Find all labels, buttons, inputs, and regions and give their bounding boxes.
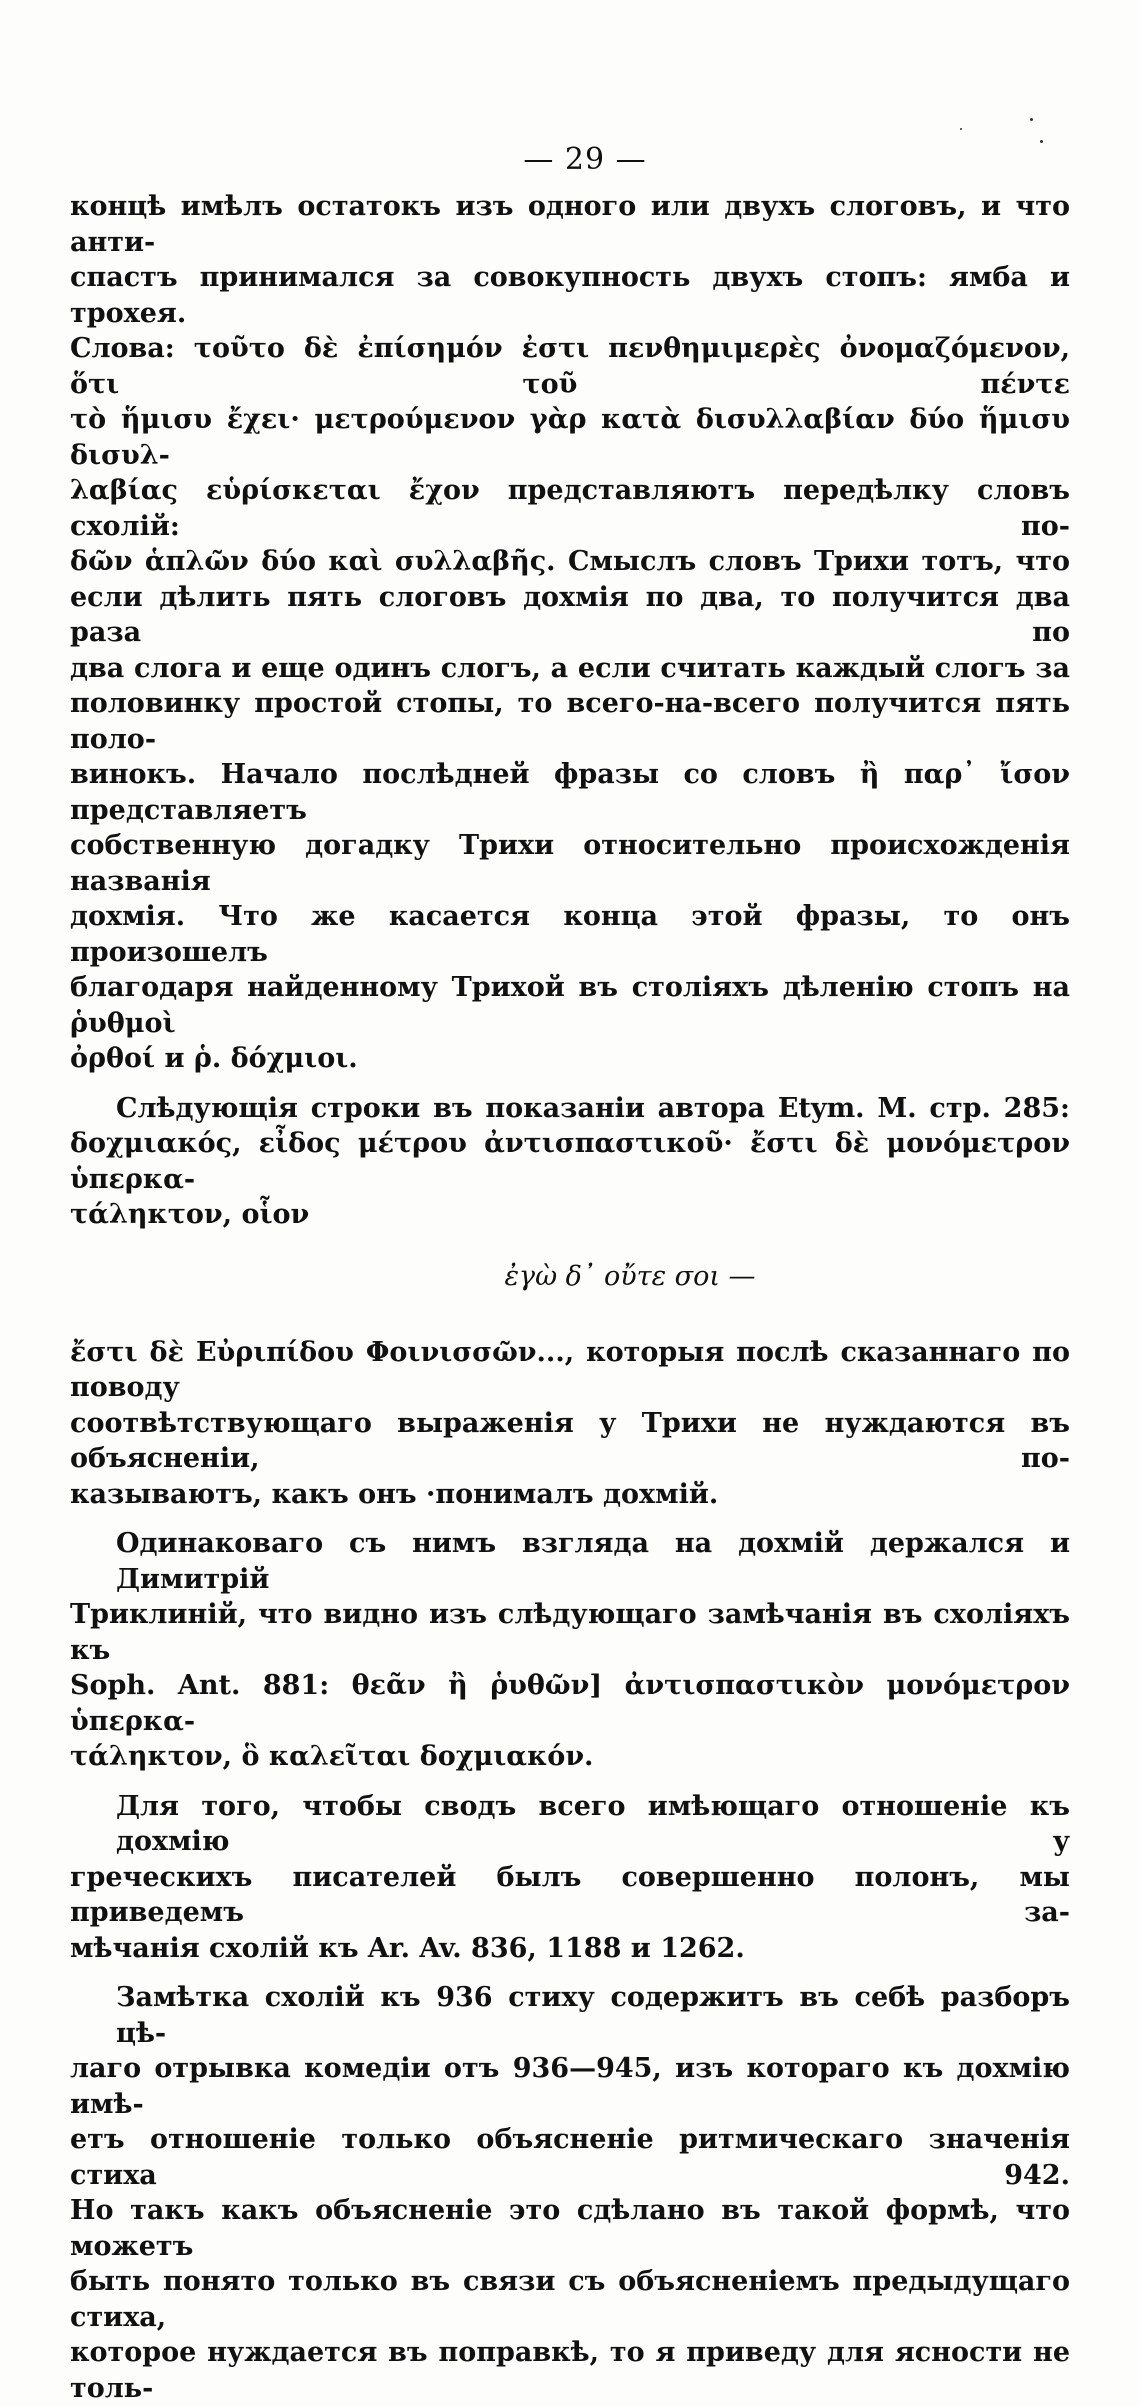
text-line: τάληκτον, οἷον — [70, 1199, 310, 1230]
text-line: Замѣтка схолій къ 936 стиху содержитъ въ себѣ разборъ цѣ- — [116, 1982, 1070, 2049]
text-line: два слога и еще одинъ слогъ, а если считать каждый слогъ за — [70, 652, 1070, 684]
print-speck — [1030, 118, 1033, 121]
paragraph-1 — [70, 189, 1070, 1077]
text-line: Слова: τοῦτο δὲ ἐπίσημόν ἐστι πενθημιμερὲς ὀνομαζόμενον, ὅτι τοῦ πέντε — [70, 333, 1070, 400]
text-line: концѣ имѣлъ остатокъ изъ одного или двухъ слоговъ, и что анти- — [70, 191, 1070, 258]
text-line: благодаря найденному Трихой въ століяхъ дѣленію стопъ на ῥυθμοὶ — [70, 972, 1070, 1039]
text-line: Но такъ какъ объясненіе это сдѣлано въ такой формѣ, что можетъ — [70, 2195, 1070, 2262]
print-speck — [960, 128, 962, 130]
verse-quote: ἐγὼ δ᾽ οὔτε σοι — — [504, 1260, 756, 1292]
text-line: половинку простой стопы, то всего-на-всего получится пять поло- — [70, 688, 1070, 755]
text-line: Для того, чтобы сводъ всего имѣющаго отношеніе къ дохмію у — [116, 1790, 1070, 1857]
text-line: τάληκτον, ὃ καλεῖται δοχμιακόν. — [70, 1741, 594, 1772]
text-line: соотвѣтствующаго выраженія у Трихи не нуждаются въ объясненіи, по- — [70, 1407, 1070, 1474]
text-line: мѣчанія схолій къ Ar. Av. 836, 1188 и 1262. — [70, 1932, 745, 1964]
text-line: δοχμιακός, εἶδος μέτρου ἀντισπαστικοῦ· ἔστι δὲ μονόμετρον ὑπερκα- — [70, 1128, 1070, 1195]
text-line: быть понято только въ связи съ объясненіемъ предыдущаго стиха, — [70, 2266, 1070, 2333]
text-line: собственную догадку Трихи относительно происхожденія названія — [70, 830, 1070, 897]
paragraph-6 — [70, 1980, 1070, 2406]
text-line: δῶν ἁπλῶν δύο καὶ συλλαβῆς. Смыслъ словъ Трихи тотъ, что — [70, 546, 1070, 577]
text-line: винокъ. Начало послѣдней фразы со словъ ἢ παρ᾽ ἴσον представляетъ — [70, 759, 1070, 826]
paragraph-5 — [70, 1789, 1070, 1967]
text-line: τὸ ἥμισυ ἔχει· μετρούμενον γὰρ κατὰ δισυλλαβίαν δύο ἥμισυ δισυλ- — [70, 404, 1070, 471]
text-line: дохмія. Что же касается конца этой фразы, то онъ произошелъ — [70, 901, 1070, 968]
text-line: ἔστι δὲ Εὐριπίδου Φοινισσῶν..., которыя послѣ сказаннаго по поводу — [70, 1336, 1070, 1403]
text-line: етъ отношеніе только объясненіе ритмическаго значенія стиха 942. — [70, 2124, 1070, 2191]
page-number: — 29 — — [523, 142, 647, 177]
text-line: лаго отрывка комедіи отъ 936—945, изъ котораго къ дохмію имѣ- — [70, 2053, 1070, 2120]
text-line: если дѣлить пять слоговъ дохмія по два, то получится два раза по — [70, 581, 1070, 648]
text-line: спастъ принимался за совокупность двухъ стопъ: ямба и трохея. — [70, 262, 1070, 329]
text-line: греческихъ писателей былъ совершенно полонъ, мы приведемъ за- — [70, 1861, 1070, 1928]
text-line: Слѣдующія строки въ показаніи автора Etym. M. стр. 285: — [116, 1092, 1070, 1124]
paragraph-2 — [70, 1091, 1070, 1233]
text-line: λαβίας εὑρίσκεται ἔχον представляютъ передѣлку словъ схолій: πο- — [70, 475, 1070, 542]
text-line: ὀρθοί и ῥ. δόχμιοι. — [70, 1043, 358, 1074]
text-line: которое нуждается въ поправкѣ, то я приведу для ясности не толь- — [70, 2337, 1070, 2404]
text-line: казываютъ, какъ онъ ·понималъ дохмій. — [70, 1478, 719, 1510]
print-speck — [1040, 140, 1043, 143]
text-line: Soph. Ant. 881: θεᾶν ἢ ῥυθῶν] ἀντισπαστικὸν μονόμετρον ὑπερκα- — [70, 1670, 1070, 1737]
paragraph-3 — [70, 1335, 1070, 1513]
paragraph-4 — [70, 1526, 1070, 1775]
text-line: Одинаковаго съ нимъ взгляда на дохмій держался и Димитрій — [116, 1528, 1070, 1595]
text-line: Триклиній, что видно изъ слѣдующаго замѣчанія въ схоліяхъ къ — [70, 1599, 1070, 1666]
